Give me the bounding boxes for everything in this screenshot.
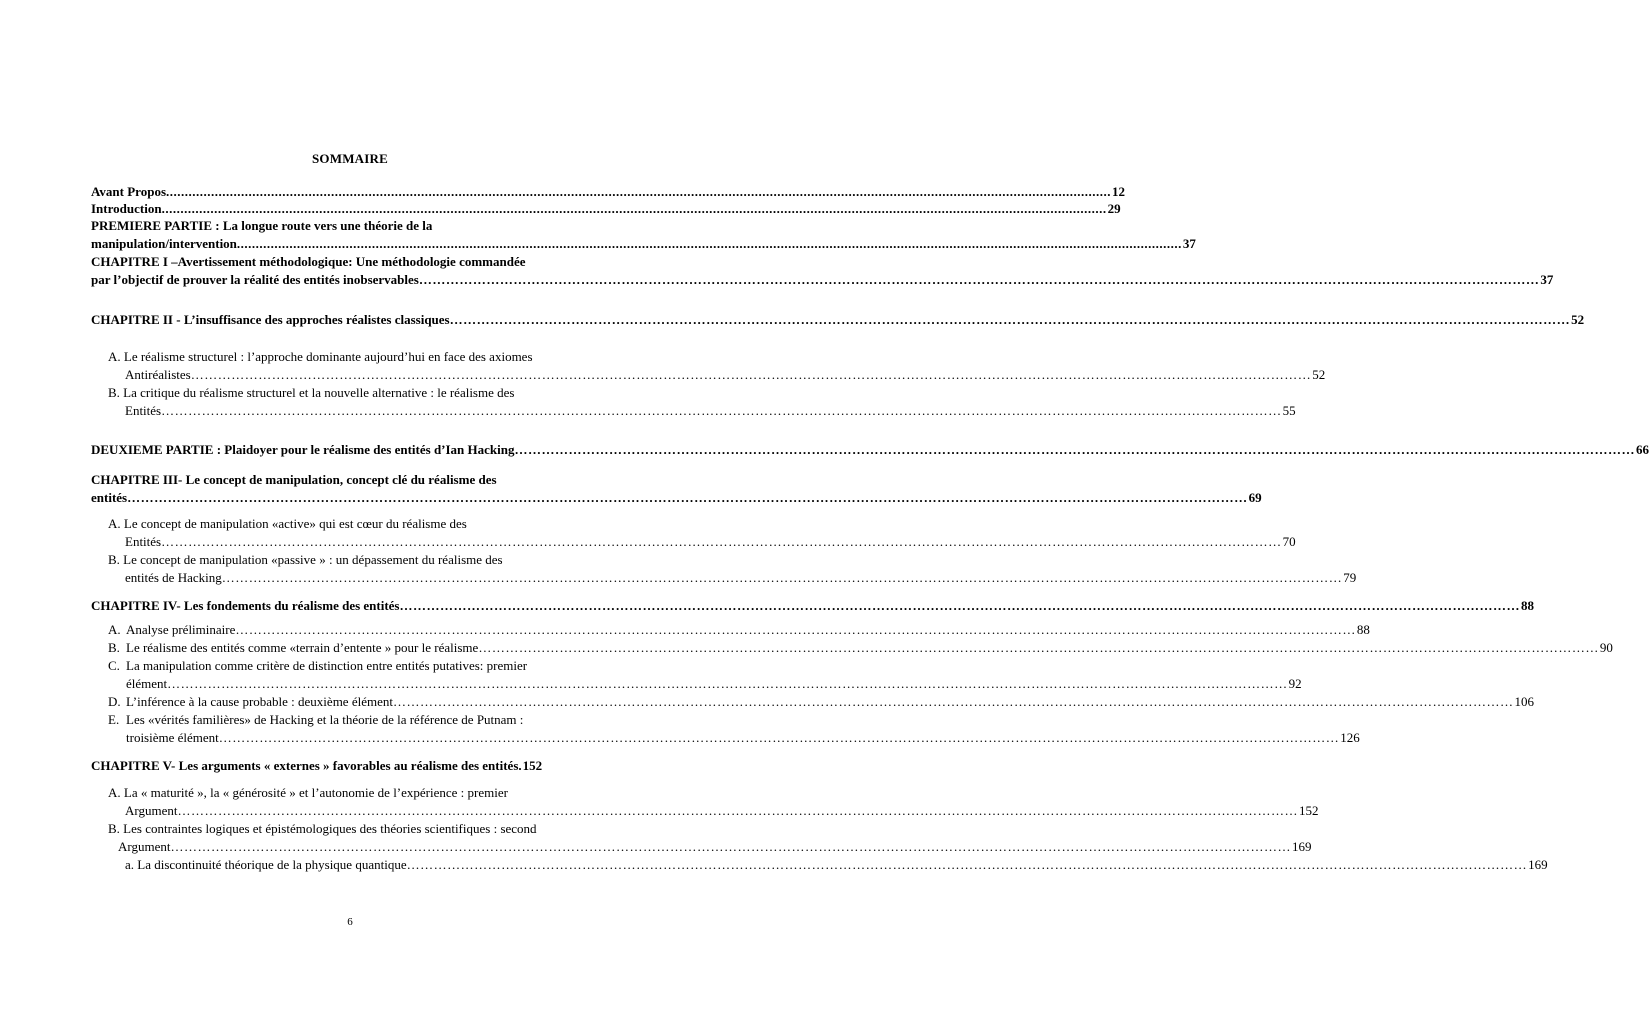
toc-entry-premiere-partie-cont[interactable]: manipulation/intervention ............................................................................................................................................................................................................................................................ 37 <box>91 236 1196 251</box>
page-ref: 169 <box>1291 839 1312 854</box>
toc-entry-chapitre-5-b[interactable]: B. Les contraintes logiques et épistémologiques des théories scientifiques : second <box>108 821 537 836</box>
toc-entry-chapitre-4-d[interactable]: D. L’inférence à la cause probable : deuxième élément …………………………………………………………………………………………………………………………………………………………………………………………………………………………… 106 <box>108 694 1534 709</box>
dot-leader: …………………………………………………………………………………………………………………………………………………………………………………………………………………………… <box>514 442 1635 457</box>
dot-leader: …………………………………………………………………………………………………………………………………………………………………………………………………………………………… <box>161 534 1282 549</box>
dot-leader: …………………………………………………………………………………………………………………………………………………………………………………………………………………………… <box>167 676 1288 691</box>
dot-leader: ............................................................................................................................................................................................................................................................ <box>236 236 1182 251</box>
page-ref: 52 <box>1571 312 1585 327</box>
page-ref: 55 <box>1282 403 1296 418</box>
toc-entry-premiere-partie[interactable]: PREMIERE PARTIE : La longue route vers une théorie de la <box>91 218 433 233</box>
toc-entry-chapitre-2-a-cont[interactable]: Antiréalistes …………………………………………………………………………………………………………………………………………………………………………………………………………………………… 52 <box>125 367 1326 382</box>
toc-entry-introduction[interactable]: Introduction ............................................................................................................................................................................................................................................................ 29 <box>91 201 1121 216</box>
toc-entry-chapitre-3-a-cont[interactable]: Entités …………………………………………………………………………………………………………………………………………………………………………………………………………………………… 70 <box>125 534 1296 549</box>
toc-entry-chapitre-1-cont[interactable]: par l’objectif de prouver la réalité des entités inobservables …………………………………………………………………………………………………………………………………………………………………………………………………………………………… 37 <box>91 272 1554 287</box>
page-ref: 29 <box>1107 201 1121 216</box>
toc-entry-chapitre-5-b-cont[interactable]: Argument …………………………………………………………………………………………………………………………………………………………………………………………………………………………… 169 <box>118 839 1312 854</box>
dot-leader: …………………………………………………………………………………………………………………………………………………………………………………………………………………………… <box>218 730 1340 745</box>
dot-leader: …………………………………………………………………………………………………………………………………………………………………………………………………………………………… <box>418 272 1540 287</box>
dot-leader: …………………………………………………………………………………………………………………………………………………………………………………………………………………………… <box>449 312 1571 327</box>
toc-entry-chapitre-4[interactable]: CHAPITRE IV- Les fondements du réalisme des entités …………………………………………………………………………………………………………………………………………………………………………………………………………………………… 88 <box>91 598 1534 613</box>
page-ref: 126 <box>1340 730 1360 745</box>
page-ref: 88 <box>1356 622 1370 637</box>
page-ref: 152 <box>522 758 543 773</box>
page-ref: 152 <box>1298 803 1319 818</box>
toc-entry-chapitre-5-a[interactable]: A. La « maturité », la « générosité » et l’autonomie de l’expérience : premier <box>108 785 508 800</box>
page-ref: 52 <box>1312 367 1326 382</box>
toc-entry-chapitre-3-b[interactable]: B. Le concept de manipulation «passive » : un dépassement du réalisme des <box>108 552 503 567</box>
toc-entry-chapitre-3[interactable]: CHAPITRE III- Le concept de manipulation, concept clé du réalisme des <box>91 472 497 487</box>
toc-entry-chapitre-4-e-cont[interactable]: troisième élément …………………………………………………………………………………………………………………………………………………………………………………………………………………………… 126 <box>126 730 1360 745</box>
toc-entry-deuxieme-partie[interactable]: DEUXIEME PARTIE : Plaidoyer pour le réalisme des entités d’Ian Hacking …………………………………………………………………………………………………………………………………………………………………………………………………………………………… 66 <box>91 442 1649 457</box>
toc-entry-chapitre-4-e[interactable]: E. Les «vérités familières» de Hacking et la théorie de la référence de Putnam : <box>108 712 524 727</box>
toc-entry-chapitre-1[interactable]: CHAPITRE I –Avertissement méthodologique: Une méthodologie commandée <box>91 254 526 269</box>
list-marker: E. <box>108 712 120 727</box>
toc-entry-chapitre-2-b[interactable]: B. La critique du réalisme structurel et la nouvelle alternative : le réalisme des <box>108 385 515 400</box>
toc-entry-chapitre-5-a-cont[interactable]: Argument …………………………………………………………………………………………………………………………………………………………………………………………………………………………… 152 <box>125 803 1319 818</box>
toc-entry-chapitre-2[interactable]: CHAPITRE II - L’insuffisance des approches réalistes classiques …………………………………………………………………………………………………………………………………………………………………………………………………………………………… 52 <box>91 312 1585 327</box>
dot-leader: …………………………………………………………………………………………………………………………………………………………………………………………………………………………… <box>177 803 1298 818</box>
dot-leader: …………………………………………………………………………………………………………………………………………………………………………………………………………………………… <box>478 640 1599 655</box>
dot-leader: …………………………………………………………………………………………………………………………………………………………………………………………………………………………… <box>127 490 1248 505</box>
list-marker: C. <box>108 658 120 673</box>
dot-leader: …………………………………………………………………………………………………………………………………………………………………………………………………………………………… <box>392 694 1514 709</box>
toc-entry-chapitre-3-a[interactable]: A. Le concept de manipulation «active» qui est cœur du réalisme des <box>108 516 467 531</box>
toc-entry-chapitre-5[interactable]: CHAPITRE V- Les arguments « externes » favorables au réalisme des entités. 152 <box>91 758 543 773</box>
toc-entry-chapitre-4-b[interactable]: B. Le réalisme des entités comme «terrain d’entente » pour le réalisme …………………………………………………………………………………………………………………………………………………………………………………………………………………………… 90 <box>108 640 1613 655</box>
toc-entry-chapitre-2-b-cont[interactable]: Entités …………………………………………………………………………………………………………………………………………………………………………………………………………………………… 55 <box>125 403 1296 418</box>
dot-leader: …………………………………………………………………………………………………………………………………………………………………………………………………………………………… <box>399 598 1520 613</box>
page-ref: 37 <box>1182 236 1196 251</box>
dot-leader: ............................................................................................................................................................................................................................................................ <box>161 201 1107 216</box>
page-ref: 70 <box>1282 534 1296 549</box>
toc-entry-chapitre-4-c[interactable]: C. La manipulation comme critère de distinction entre entités putatives: premier <box>108 658 528 673</box>
page-number: 6 <box>347 916 353 928</box>
page-ref: 88 <box>1521 598 1534 613</box>
page-ref: 37 <box>1540 272 1554 287</box>
page-ref: 66 <box>1636 442 1649 457</box>
page-ref: 90 <box>1599 640 1613 655</box>
page-ref: 79 <box>1343 570 1357 585</box>
page-ref: 106 <box>1514 694 1534 709</box>
list-marker: A. <box>108 622 121 637</box>
dot-leader: …………………………………………………………………………………………………………………………………………………………………………………………………………………………… <box>221 570 1343 585</box>
dot-leader: …………………………………………………………………………………………………………………………………………………………………………………………………………………………… <box>170 839 1291 854</box>
toc-entry-chapitre-4-c-cont[interactable]: élément …………………………………………………………………………………………………………………………………………………………………………………………………………………………… 92 <box>126 676 1302 691</box>
dot-leader: …………………………………………………………………………………………………………………………………………………………………………………………………………………………… <box>235 622 1356 637</box>
toc-entry-chapitre-3-cont[interactable]: entités …………………………………………………………………………………………………………………………………………………………………………………………………………………………… 69 <box>91 490 1262 505</box>
page-ref: 92 <box>1288 676 1302 691</box>
page-ref: 169 <box>1528 857 1548 872</box>
page-title: SOMMAIRE <box>312 151 388 166</box>
dot-leader: …………………………………………………………………………………………………………………………………………………………………………………………………………………………… <box>161 403 1282 418</box>
toc-entry-chapitre-2-a[interactable]: A. Le réalisme structurel : l’approche dominante aujourd’hui en face des axiomes <box>108 349 533 364</box>
toc-entry-avant-propos[interactable]: Avant Propos ............................................................................................................................................................................................................................................................ 12 <box>91 184 1125 199</box>
dot-leader: ............................................................................................................................................................................................................................................................ <box>166 184 1111 199</box>
list-marker: D. <box>108 694 121 709</box>
toc-entry-chapitre-4-a[interactable]: A. Analyse préliminaire …………………………………………………………………………………………………………………………………………………………………………………………………………………………… 88 <box>108 622 1370 637</box>
toc-entry-chapitre-5-b-a[interactable]: a. La discontinuité théorique de la physique quantique …………………………………………………………………………………………………………………………………………………………………………………………………………………………… 169 <box>125 857 1548 872</box>
list-marker: B. <box>108 640 120 655</box>
page-ref: 69 <box>1248 490 1262 505</box>
dot-leader: …………………………………………………………………………………………………………………………………………………………………………………………………………………………… <box>406 857 1528 872</box>
toc-entry-chapitre-3-b-cont[interactable]: entités de Hacking …………………………………………………………………………………………………………………………………………………………………………………………………………………………… 79 <box>125 570 1357 585</box>
page-ref: 12 <box>1112 184 1125 199</box>
dot-leader: …………………………………………………………………………………………………………………………………………………………………………………………………………………………… <box>190 367 1312 382</box>
